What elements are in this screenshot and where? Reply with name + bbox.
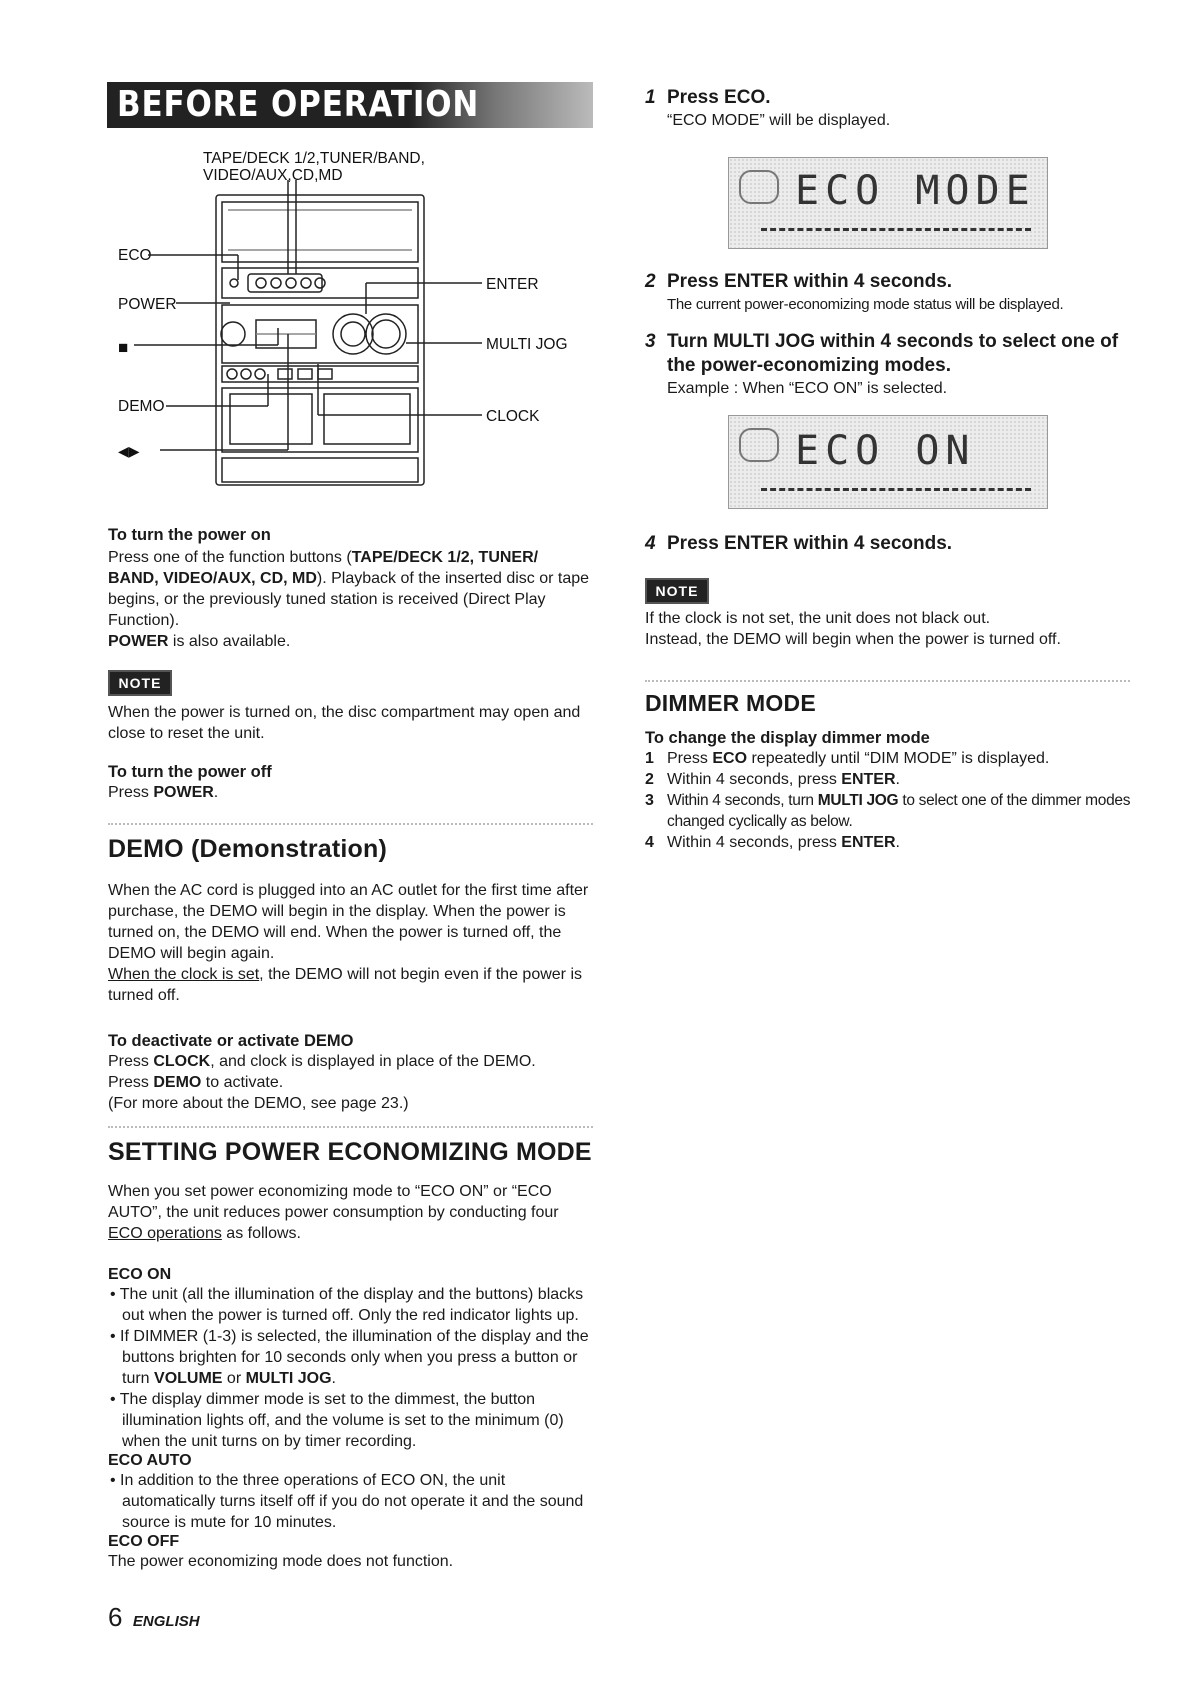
page-number: 6 bbox=[108, 1602, 123, 1632]
eco-on-bullet: • The unit (all the illumination of the display and the buttons) blacks out when the power is turned off. Only the red indicator lights up. bbox=[110, 1286, 584, 1324]
step-4 bbox=[645, 532, 1135, 556]
turn-off-heading: To turn the power off bbox=[108, 763, 272, 781]
eco-off-heading: ECO OFF bbox=[108, 1533, 180, 1550]
step-title: Press ENTER within 4 seconds. bbox=[667, 271, 953, 292]
lcd-text: ECO MODE bbox=[795, 168, 1036, 214]
page-header-title: BEFORE OPERATION bbox=[117, 84, 480, 125]
demo-clock-text: When the clock is set, the DEMO will not begin even if the power is turned off. bbox=[108, 966, 582, 1004]
step-1 bbox=[645, 86, 1135, 131]
note-text: When the power is turned on, the disc compartment may open and close to reset the unit. bbox=[108, 704, 581, 742]
note-badge: NOTE bbox=[108, 670, 172, 696]
lcd-segment-line bbox=[761, 228, 1031, 231]
step-3 bbox=[645, 330, 1135, 399]
section-turn-off bbox=[108, 763, 593, 803]
eco-auto-heading: ECO AUTO bbox=[108, 1452, 192, 1469]
note-2 bbox=[645, 608, 1145, 650]
step-title: Press ECO. bbox=[667, 87, 771, 108]
list-item: 4 Within 4 seconds, press ENTER. bbox=[645, 834, 900, 851]
eco-on-bullet: • If DIMMER (1-3) is selected, the illumination of the display and the buttons brighten for 10 seconds only when you press a button or turn VOLUME or MULTI JOG. bbox=[110, 1328, 589, 1387]
disc-icon bbox=[739, 170, 779, 204]
demo-text: When the AC cord is plugged into an AC outlet for the first time after purchase, the DEMO will begin in the display. When the power is turned on, the DEMO will end. When the power is turned off, the DEMO will begin again. bbox=[108, 882, 589, 962]
note-badge: NOTE bbox=[645, 578, 709, 604]
step-number: 1 bbox=[645, 87, 656, 108]
section-setting bbox=[108, 1138, 593, 1572]
page-footer bbox=[108, 1602, 200, 1633]
demo-deactivate-text: Press CLOCK, and clock is displayed in place of the DEMO. Press DEMO to activate. (For more about the DEMO, see page 23.) bbox=[108, 1053, 536, 1112]
step-number: 4 bbox=[645, 533, 656, 554]
diagram-label-stop: ■ bbox=[118, 338, 129, 357]
diagram-label-functions-2: VIDEO/AUX,CD,MD bbox=[203, 167, 343, 184]
list-item: 1 Press ECO repeatedly until “DIM MODE” is displayed. bbox=[645, 750, 1050, 767]
diagram-label-demo: DEMO bbox=[118, 398, 165, 415]
list-item: 3 Within 4 seconds, turn MULTI JOG to select one of the dimmer modes changed cyclically as below. bbox=[645, 792, 1131, 830]
divider bbox=[645, 680, 1130, 684]
diagram-label-enter: ENTER bbox=[486, 276, 539, 293]
section-dimmer bbox=[645, 690, 1140, 853]
eco-off-text: The power economizing mode does not function. bbox=[108, 1553, 454, 1570]
demo-heading: DEMO (Demonstration) bbox=[108, 835, 387, 863]
lcd-segment-line bbox=[761, 488, 1031, 491]
diagram-label-multi-jog: MULTI JOG bbox=[486, 336, 568, 353]
step-description: Example : When “ECO ON” is selected. bbox=[667, 380, 948, 397]
diagram-label-arrows: ◀▶ bbox=[118, 443, 140, 459]
dimmer-heading: DIMMER MODE bbox=[645, 690, 816, 716]
divider bbox=[108, 823, 593, 827]
list-item: 2 Within 4 seconds, press ENTER. bbox=[645, 771, 900, 788]
turn-on-text: Press one of the function buttons (TAPE/DECK 1/2, TUNER/ BAND, VIDEO/AUX, CD, MD). Playback of the inserted disc or tape begins, or the previously tuned station is received (Direct Play Function). POWER is also available. bbox=[108, 549, 590, 650]
diagram-label-clock: CLOCK bbox=[486, 408, 540, 425]
lcd-text: ECO ON bbox=[795, 428, 976, 474]
eco-auto-bullet: • In addition to the three operations of ECO ON, the unit automatically turns itself off if you do not operate it and the sound source is mute for 10 minutes. bbox=[110, 1472, 584, 1531]
step-title: Turn MULTI JOG within 4 seconds to select one of the power-economizing modes. bbox=[667, 331, 1119, 376]
demo-deactivate-heading: To deactivate or activate DEMO bbox=[108, 1032, 354, 1050]
divider bbox=[108, 1126, 593, 1130]
step-title: Press ENTER within 4 seconds. bbox=[667, 533, 953, 554]
lcd-display-eco-mode bbox=[728, 157, 1048, 249]
step-2 bbox=[645, 270, 1135, 315]
setting-heading: SETTING POWER ECONOMIZING MODE bbox=[108, 1138, 592, 1166]
step-description: “ECO MODE” will be displayed. bbox=[667, 112, 891, 129]
step-description: The current power-economizing mode status will be displayed. bbox=[667, 296, 1064, 313]
step-number: 2 bbox=[645, 271, 656, 292]
turn-off-text: Press POWER. bbox=[108, 784, 219, 801]
section-turn-on bbox=[108, 526, 593, 652]
setting-intro: When you set power economizing mode to “ECO ON” or “ECO AUTO”, the unit reduces power consumption by conducting four ECO operations as follows. bbox=[108, 1183, 559, 1242]
dimmer-subheading: To change the display dimmer mode bbox=[645, 729, 930, 747]
turn-on-heading: To turn the power on bbox=[108, 526, 271, 544]
eco-on-bullet: • The display dimmer mode is set to the dimmest, the button illumination lights off, and the volume is set to the minimum (0) when the unit turns on by timer recording. bbox=[110, 1391, 564, 1450]
device-diagram bbox=[118, 150, 588, 490]
lcd-display-eco-on bbox=[728, 415, 1048, 509]
header-banner bbox=[107, 82, 593, 128]
note-text: Instead, the DEMO will begin when the power is turned off. bbox=[645, 631, 1061, 648]
disc-icon bbox=[739, 428, 779, 462]
eco-on-heading: ECO ON bbox=[108, 1266, 172, 1283]
step-number: 3 bbox=[645, 331, 656, 352]
diagram-label-functions-1: TAPE/DECK 1/2,TUNER/BAND, bbox=[203, 150, 425, 167]
diagram-label-power: POWER bbox=[118, 296, 177, 313]
section-demo bbox=[108, 835, 593, 1114]
stereo-unit-drawing bbox=[118, 150, 588, 490]
page-language: ENGLISH bbox=[132, 1613, 200, 1630]
diagram-label-eco: ECO bbox=[118, 247, 152, 264]
note-text: If the clock is not set, the unit does not black out. bbox=[645, 610, 991, 627]
